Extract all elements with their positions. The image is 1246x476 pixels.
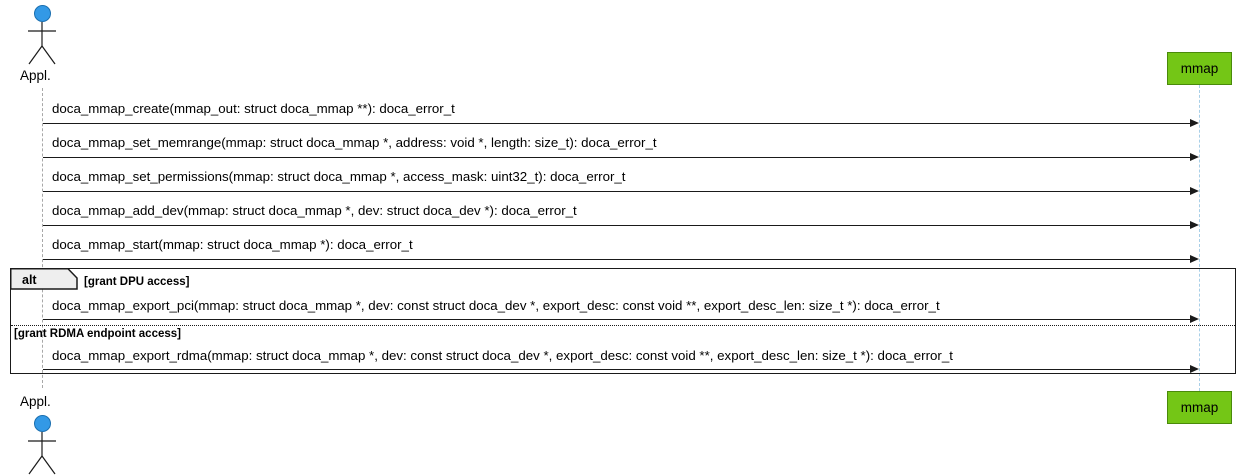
message-arrowhead-1 — [1190, 119, 1199, 127]
message-arrowhead-6 — [1190, 315, 1199, 323]
alt-fragment-guard-1: [grant DPU access] — [84, 276, 190, 288]
message-line-1 — [43, 123, 1191, 124]
message-label-7: doca_mmap_export_rdma(mmap: struct doca_mmap *, dev: const struct doca_dev *, export_desc: const void **, export_desc_len: size_t *): doca_error_t — [52, 348, 953, 363]
message-label-6: doca_mmap_export_pci(mmap: struct doca_mmap *, dev: const struct doca_dev *, export_desc: const void **, export_desc_len: size_t *): doca_error_t — [52, 298, 940, 313]
message-line-7 — [43, 369, 1191, 370]
message-arrowhead-5 — [1190, 255, 1199, 263]
actor-label-appl-top: Appl. — [20, 68, 51, 83]
message-line-3 — [43, 191, 1191, 192]
message-label-5: doca_mmap_start(mmap: struct doca_mmap *): doca_error_t — [52, 237, 413, 252]
actor-body-icon — [20, 20, 64, 65]
actor-body-icon-bottom — [20, 430, 64, 475]
participant-mmap-top[interactable]: mmap — [1167, 52, 1232, 85]
alt-fragment-guard-2: [grant RDMA endpoint access] — [14, 328, 181, 340]
message-line-2 — [43, 157, 1191, 158]
message-arrowhead-2 — [1190, 153, 1199, 161]
message-label-2: doca_mmap_set_memrange(mmap: struct doca_mmap *, address: void *, length: size_t): doca_error_t — [52, 135, 657, 150]
message-label-3: doca_mmap_set_permissions(mmap: struct doca_mmap *, access_mask: uint32_t): doca_error_t — [52, 169, 626, 184]
message-line-5 — [43, 259, 1191, 260]
alt-fragment-tab — [10, 268, 78, 290]
message-arrowhead-4 — [1190, 221, 1199, 229]
message-arrowhead-3 — [1190, 187, 1199, 195]
message-arrowhead-7 — [1190, 365, 1199, 373]
participant-mmap-bottom[interactable]: mmap — [1167, 391, 1232, 424]
message-label-1: doca_mmap_create(mmap_out: struct doca_mmap **): doca_error_t — [52, 101, 455, 116]
alt-fragment-divider — [11, 325, 1235, 326]
alt-fragment-operator: alt — [22, 273, 37, 287]
actor-label-appl-bottom: Appl. — [20, 394, 51, 409]
message-line-6 — [43, 319, 1191, 320]
message-label-4: doca_mmap_add_dev(mmap: struct doca_mmap *, dev: struct doca_dev *): doca_error_t — [52, 203, 577, 218]
message-line-4 — [43, 225, 1191, 226]
